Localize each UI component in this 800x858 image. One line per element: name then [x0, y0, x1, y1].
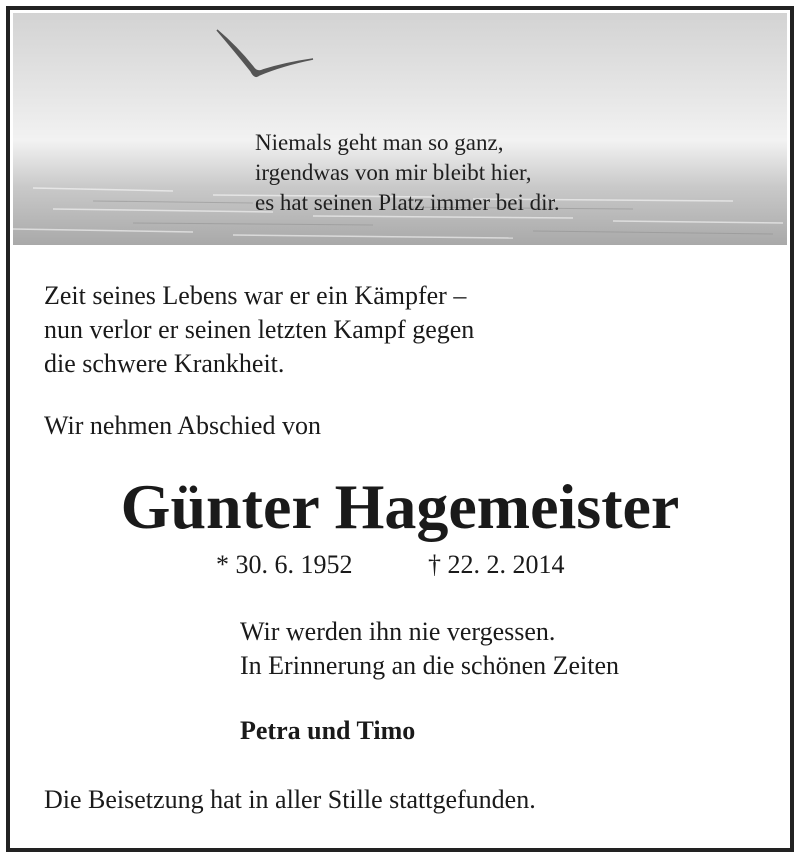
remembrance-line-1: Wir werden ihn nie vergessen.: [240, 617, 556, 646]
death-date: † 22. 2. 2014: [428, 550, 565, 579]
sea-sky-banner-image: [13, 13, 787, 245]
poem-line: irgendwas von mir bleibt hier,: [255, 160, 532, 185]
intro-line-2: nun verlor er seinen letzten Kampf gegen: [44, 315, 475, 344]
poem-block: [255, 128, 560, 218]
seagull-icon: [217, 30, 313, 76]
intro-line-1: Zeit seines Lebens war er ein Kämpfer –: [44, 281, 467, 310]
signature: Petra und Timo: [240, 716, 416, 745]
intro-line-3: die schwere Krankheit.: [44, 349, 285, 378]
deceased-name: Günter Hagemeister: [120, 471, 680, 542]
poem-line: es hat seinen Platz immer bei dir.: [255, 190, 560, 215]
footer-note: Die Beisetzung hat in aller Stille stattgefunden.: [44, 785, 536, 814]
poem-line: Niemals geht man so ganz,: [255, 130, 504, 155]
birth-date: * 30. 6. 1952: [216, 550, 353, 579]
remembrance-line-2: In Erinnerung an die schönen Zeiten: [240, 651, 620, 680]
farewell-text: Wir nehmen Abschied von: [44, 411, 321, 440]
